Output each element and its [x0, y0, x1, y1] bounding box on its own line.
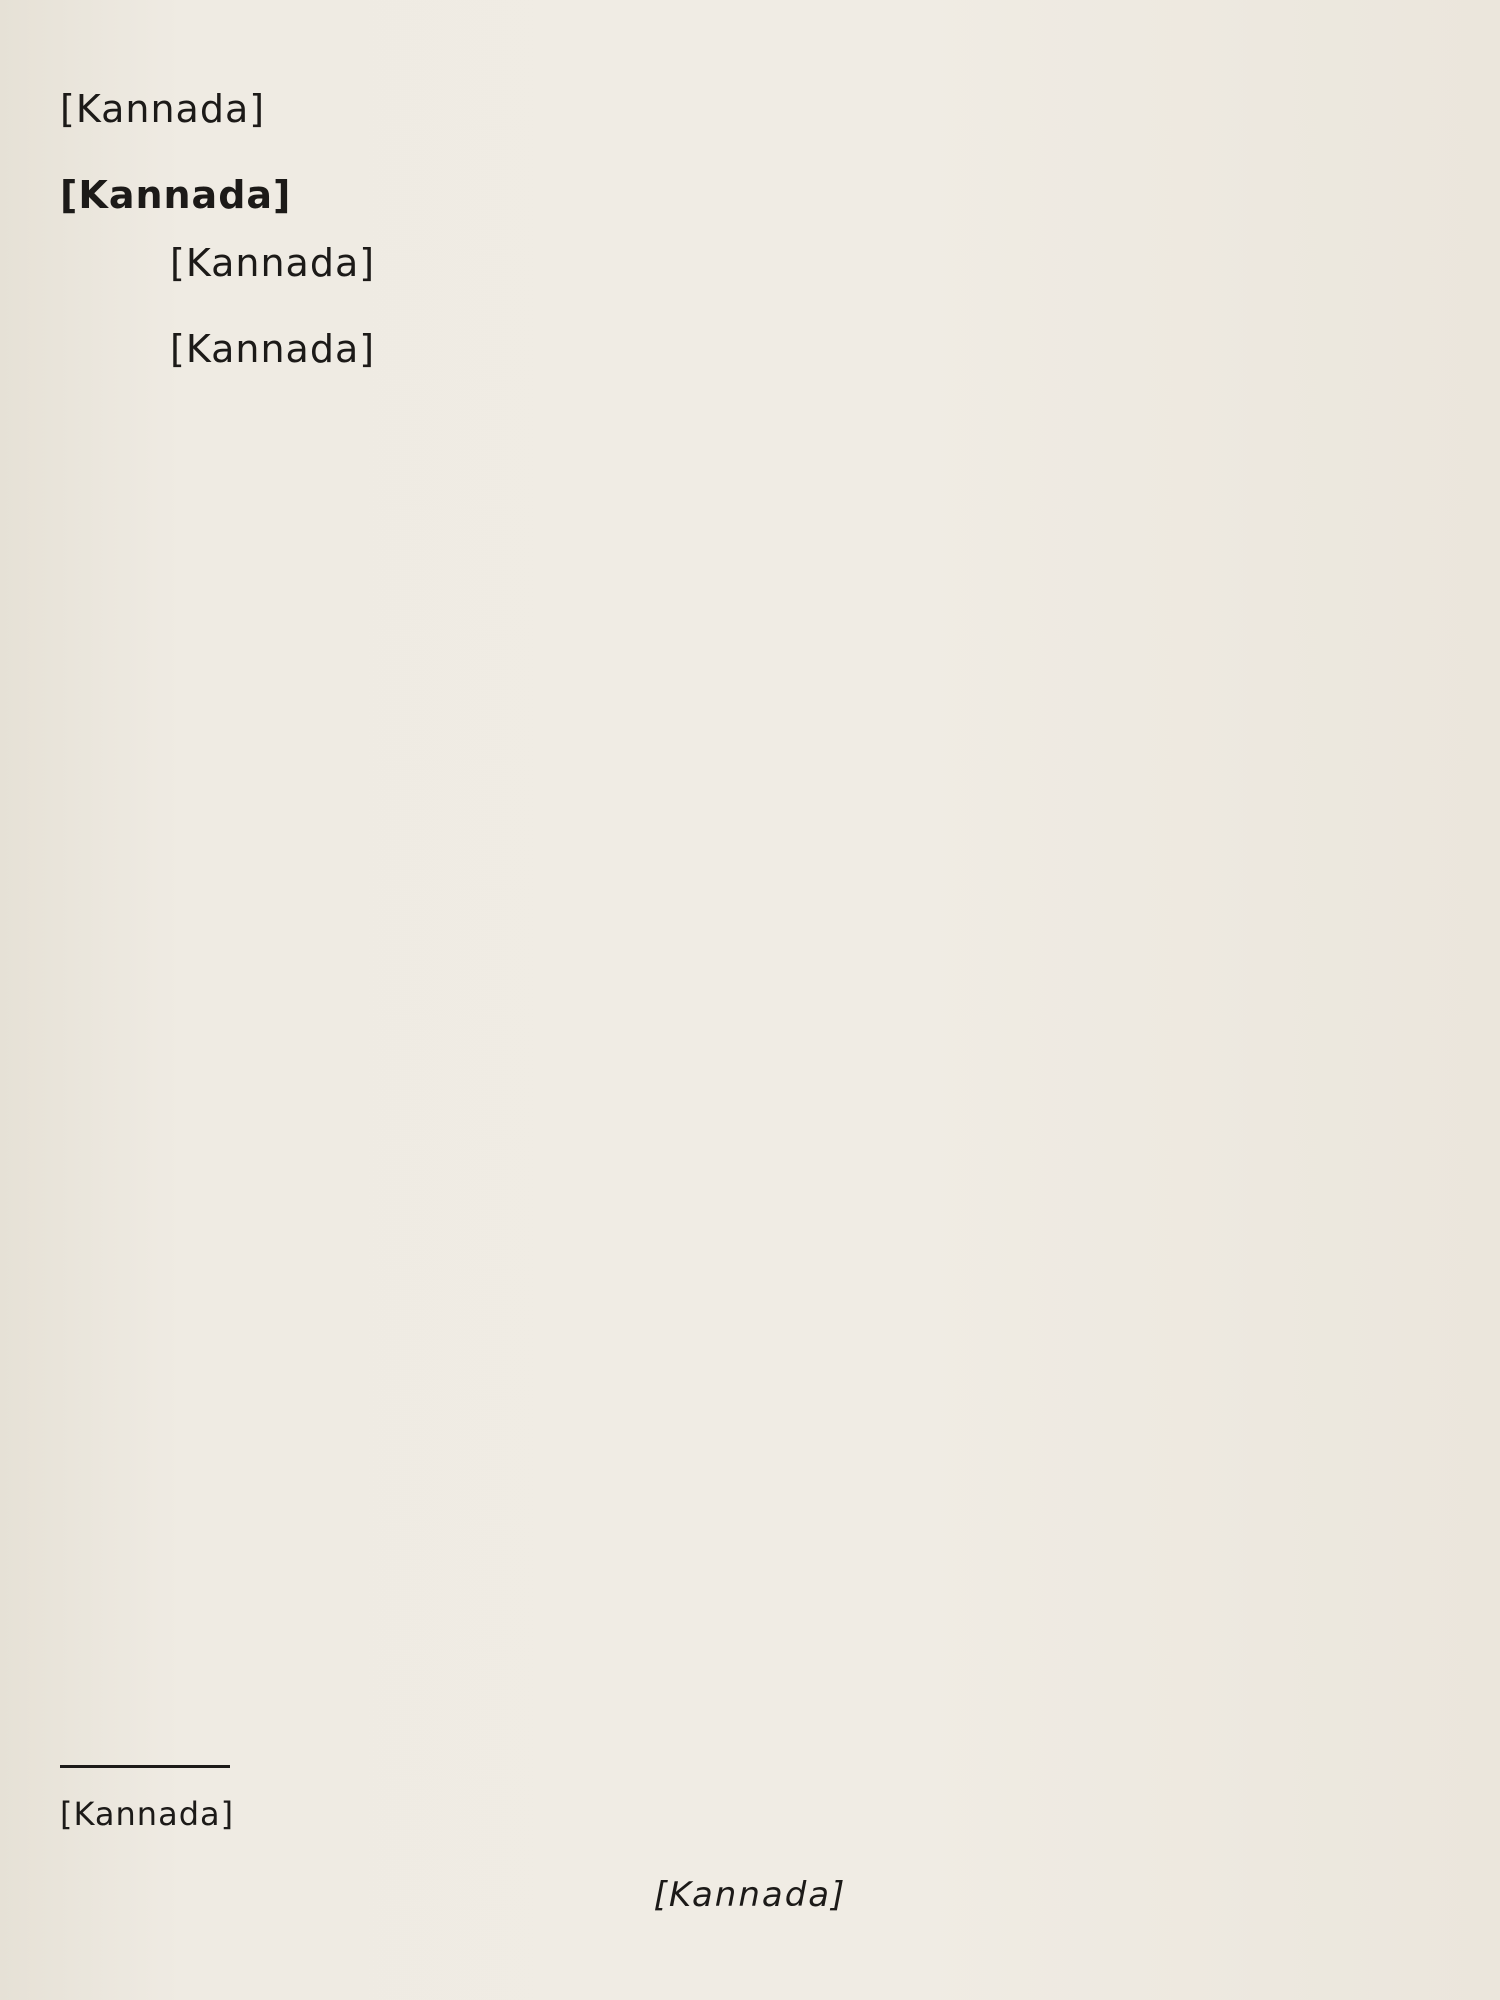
footnote-divider	[60, 1765, 230, 1768]
paragraph-miracles: [Kannada]	[170, 241, 376, 285]
paragraph-kumaravyasa: [Kannada]	[170, 327, 376, 371]
page-body	[60, 80, 1440, 378]
paragraph-intro: [Kannada]	[60, 87, 266, 131]
section-heading: [Kannada]	[60, 173, 292, 217]
footnote: [Kannada]	[60, 1795, 235, 1833]
running-footer: [Kannada]	[653, 1875, 847, 1915]
paragraph-gap	[60, 292, 1440, 320]
